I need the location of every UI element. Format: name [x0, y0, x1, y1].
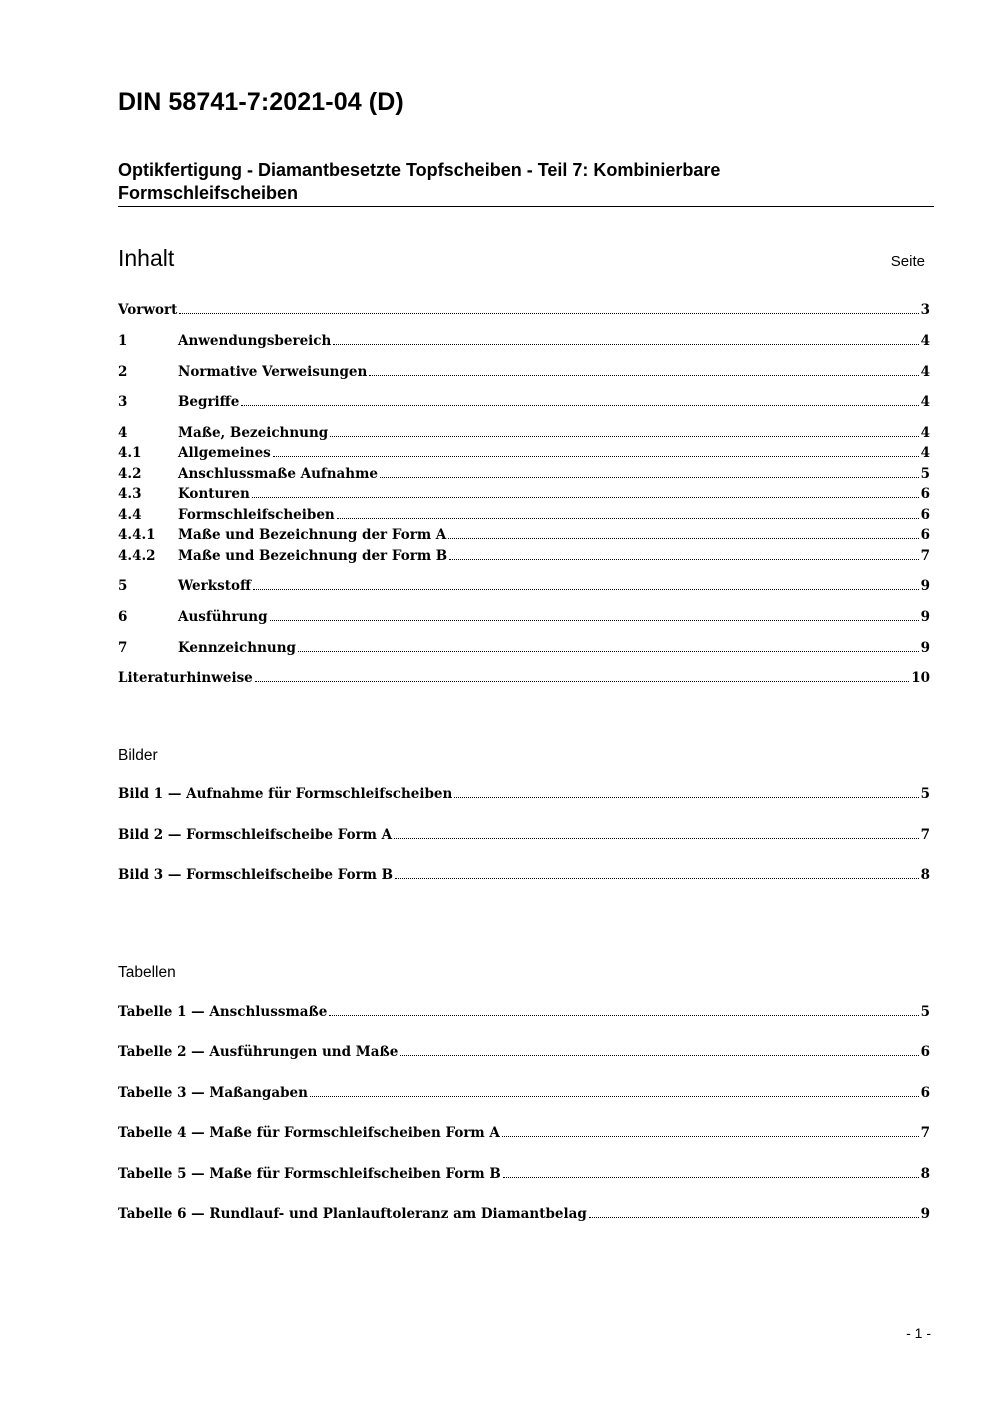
toc-entry-page: 10: [911, 670, 930, 686]
dot-leader: [179, 312, 918, 314]
dot-leader: [252, 496, 919, 498]
table-entry-label: Tabelle 4 — Maße für Formschleifscheiben Form A: [118, 1125, 500, 1141]
table-entry[interactable]: [118, 1166, 930, 1187]
toc-entry-page: 4: [920, 425, 930, 441]
toc-entry-label: Maße, Bezeichnung: [178, 425, 329, 441]
toc-entry[interactable]: [118, 445, 930, 466]
toc-entry-number: 5: [118, 578, 128, 594]
table-entry-label: Tabelle 3 — Maßangaben: [118, 1085, 308, 1101]
toc-heading: Inhalt: [118, 245, 175, 271]
toc-entry-page: 4: [920, 394, 930, 410]
dot-leader: [253, 588, 919, 590]
figure-entry[interactable]: [118, 827, 930, 848]
table-entry-page: 8: [920, 1166, 930, 1182]
table-entry-page: 6: [920, 1044, 930, 1060]
figures-heading: Bilder: [118, 747, 158, 764]
table-entry-page: 5: [920, 1004, 930, 1020]
dot-leader: [298, 650, 919, 652]
table-entry-label: Tabelle 5 — Maße für Formschleifscheiben Form B: [118, 1166, 501, 1182]
toc-entry[interactable]: [118, 548, 930, 569]
table-entry-label: Tabelle 2 — Ausführungen und Maße: [118, 1044, 399, 1060]
tables-heading: Tabellen: [118, 964, 176, 981]
dot-leader: [337, 517, 919, 519]
toc-entry-label: Vorwort: [118, 302, 178, 318]
toc-entry-label: Ausführung: [178, 609, 268, 625]
toc-entry-number: 2: [118, 364, 128, 380]
toc-entry-number: 7: [118, 640, 128, 656]
title-line-1: Optikfertigung - Diamantbesetzte Topfscheiben - Teil 7: Kombinierbare: [118, 160, 721, 180]
toc-entry-page: 5: [920, 466, 930, 482]
toc-entry-number: 4.2: [118, 466, 142, 482]
dot-leader: [448, 537, 918, 539]
toc-entry-number: 4.4.2: [118, 548, 156, 564]
toc-entry-label: Werkstoff: [178, 578, 252, 594]
toc-entry-number: 6: [118, 609, 128, 625]
table-entry[interactable]: [118, 1004, 930, 1025]
toc-entry-number: 4.4.1: [118, 527, 156, 543]
toc-entry[interactable]: [118, 486, 930, 507]
dot-leader: [380, 476, 919, 478]
table-entry[interactable]: [118, 1085, 930, 1106]
toc-entry-label: Maße und Bezeichnung der Form B: [178, 548, 448, 564]
toc-entry-page: 9: [920, 578, 930, 594]
toc-entry-page: 6: [920, 507, 930, 523]
toc-entry-page: 3: [920, 302, 930, 318]
dot-leader: [394, 837, 918, 839]
dot-leader: [395, 877, 919, 879]
toc-entry-label: Konturen: [178, 486, 250, 502]
document-id: DIN 58741-7:2021-04 (D): [118, 88, 404, 116]
toc-entry-number: 4.4: [118, 507, 142, 523]
dot-leader: [369, 374, 918, 376]
page-number: - 1 -: [906, 1325, 931, 1341]
dot-leader: [310, 1095, 919, 1097]
table-entry[interactable]: [118, 1044, 930, 1065]
dot-leader: [255, 680, 909, 682]
dot-leader: [400, 1054, 918, 1056]
toc-entry[interactable]: [118, 609, 930, 630]
figure-entry[interactable]: [118, 867, 930, 888]
toc-entry[interactable]: [118, 333, 930, 354]
toc-entry-number: 4.3: [118, 486, 142, 502]
table-entry-page: 7: [920, 1125, 930, 1141]
toc-entry-page: 6: [920, 486, 930, 502]
toc-entry[interactable]: [118, 364, 930, 385]
figure-entry-page: 7: [920, 827, 930, 843]
figure-entry-label: Bild 3 — Formschleifscheibe Form B: [118, 867, 394, 883]
toc-entry[interactable]: [118, 425, 930, 446]
toc-entry-label: Formschleifscheiben: [178, 507, 335, 523]
table-entry[interactable]: [118, 1125, 930, 1146]
toc-entry-label: Allgemeines: [178, 445, 271, 461]
toc-entry-page: 9: [920, 640, 930, 656]
toc-entry-page: 4: [920, 333, 930, 349]
toc-entry-label: Normative Verweisungen: [178, 364, 368, 380]
dot-leader: [333, 343, 918, 345]
toc-entry[interactable]: [118, 527, 930, 548]
toc-entry-page: 7: [920, 548, 930, 564]
dot-leader: [589, 1216, 919, 1218]
table-entry-label: Tabelle 6 — Rundlauf- und Planlauftoleranz am Diamantbelag: [118, 1206, 587, 1222]
toc-entry-label: Maße und Bezeichnung der Form A: [178, 527, 447, 543]
toc-entry-label: Literaturhinweise: [118, 670, 253, 686]
figure-entry-label: Bild 1 — Aufnahme für Formschleifscheiben: [118, 786, 453, 802]
dot-leader: [270, 619, 919, 621]
toc-entry[interactable]: [118, 640, 930, 661]
dot-leader: [330, 435, 918, 437]
dot-leader: [502, 1135, 919, 1137]
dot-leader: [273, 455, 919, 457]
dot-leader: [454, 796, 918, 798]
toc-entry-number: 3: [118, 394, 128, 410]
dot-leader: [449, 558, 918, 560]
toc-entry-number: 4: [118, 425, 128, 441]
toc-entry[interactable]: [118, 578, 930, 599]
dot-leader: [241, 404, 918, 406]
toc-entry[interactable]: [118, 394, 930, 415]
toc-entry-page: 4: [920, 364, 930, 380]
toc-entry-number: 1: [118, 333, 128, 349]
toc-entry[interactable]: [118, 466, 930, 487]
page-column-label: Seite: [890, 253, 925, 270]
toc-entry-number: 4.1: [118, 445, 142, 461]
toc-entry[interactable]: [118, 507, 930, 528]
figure-entry-page: 5: [920, 786, 930, 802]
dot-leader: [329, 1014, 918, 1016]
toc-entry-page: 4: [920, 445, 930, 461]
toc-entry-page: 9: [920, 609, 930, 625]
toc-entry-label: Anwendungsbereich: [178, 333, 332, 349]
toc-entry-label: Kennzeichnung: [178, 640, 296, 656]
figure-entry[interactable]: [118, 786, 930, 807]
figure-entry-label: Bild 2 — Formschleifscheibe Form A: [118, 827, 393, 843]
table-entry-page: 9: [920, 1206, 930, 1222]
table-entry-page: 6: [920, 1085, 930, 1101]
figure-entry-page: 8: [920, 867, 930, 883]
table-entry-label: Tabelle 1 — Anschlussmaße: [118, 1004, 328, 1020]
title-line-2: Formschleifscheiben: [118, 183, 299, 203]
table-entry[interactable]: [118, 1206, 930, 1227]
document-title: [118, 159, 934, 207]
toc-entry-label: Anschlussmaße Aufnahme: [178, 466, 378, 482]
toc-entry[interactable]: [118, 670, 930, 691]
toc-entry-label: Begriffe: [178, 394, 240, 410]
toc-entry-page: 6: [920, 527, 930, 543]
toc-entry[interactable]: [118, 302, 930, 323]
dot-leader: [503, 1176, 919, 1178]
